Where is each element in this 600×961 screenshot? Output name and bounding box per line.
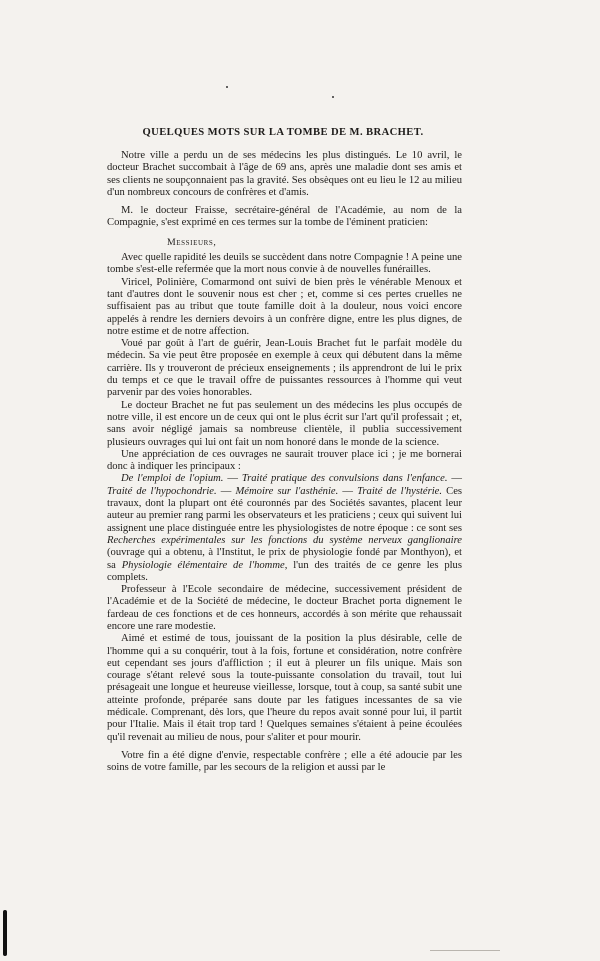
article-body bbox=[107, 150, 462, 775]
work-title-hypochondrie: Traité de l'hypochondrie. bbox=[107, 485, 217, 497]
works-paragraph bbox=[107, 473, 462, 584]
paragraph-3: Avec quelle rapidité les deuils se succèdent dans notre Compagnie ! A peine une tombe s'est-elle refermée que la mort nous convie à de nouvelles funérailles. bbox=[107, 252, 462, 276]
work-title-hysterie: Traité de l'hystérie. bbox=[357, 485, 443, 497]
work-title-opium: De l'emploi de l'opium. bbox=[121, 473, 224, 485]
paragraph-10: Votre fin a été digne d'envie, respectable confrère ; elle a été adoucie par les soins de votre famille, par les secours de la religion et aussi par le bbox=[107, 749, 462, 774]
ink-speck bbox=[332, 96, 334, 98]
paragraph-7: Une appréciation de ces ouvrages ne saurait trouver place ici ; je me bornerai donc à indiquer les principaux : bbox=[107, 448, 462, 473]
work-title-asthenie: Mémoire sur l'asthénie. bbox=[235, 485, 339, 497]
work-title-convulsions: Traité pratique des convulsions dans l'enfance. bbox=[241, 473, 448, 485]
paragraph-4: Viricel, Polinière, Comarmond ont suivi de bien près le vénérable Menoux et tant d'autres dont le souvenir nous est cher ; et, comme si ces pertes cruelles ne suffisaient pas au tribut que toute famille doit à la douleur, nous voici encore appelés à rendre les derniers devoirs à un confrère digne, entre les plus dignes, de notre estime et de notre affection. bbox=[107, 276, 462, 337]
salutation: Messieurs, bbox=[167, 236, 217, 248]
works-text: , l'un des traités de ce genre les plus complets. bbox=[107, 559, 462, 583]
separator: — bbox=[338, 485, 358, 497]
article-title: QUELQUES MOTS SUR LA TOMBE DE M. BRACHET. bbox=[142, 127, 424, 138]
separator: — bbox=[216, 485, 236, 497]
paragraph-1: Notre ville a perdu un de ses médecins les plus distingués. Le 10 avril, le docteur Brachet succombait à l'âge de 69 ans, après une maladie dont ses amis et ses clients ne soupçonnaient pas la gravité. Ses obsèques ont eu lieu le 12 au milieu d'un nombreux concours de confrères et d'amis. bbox=[107, 150, 462, 198]
paragraph-2: M. le docteur Fraisse, secrétaire-général de l'Académie, au nom de la Compagnie, s'est exprimé en ces termes sur la tombe de l'éminent praticien: bbox=[107, 205, 462, 229]
work-title-physiologie: Physiologie élémentaire de l'homme bbox=[121, 559, 285, 571]
scan-edge-mark bbox=[3, 910, 7, 956]
paragraph-9: Aimé et estimé de tous, jouissant de la position la plus désirable, celle de l'homme qui a su conquérir, tout à la fois, fortune et considération, notre confrère eut cependant ses jours d'affliction ; il eut à pleurer un fils unique. Mais son courage s'étant relevé sous la toute-puissante consolation du travail, tout lui présageait une longue et heureuse vieillesse, lorsque, tout à coup, sa santé subit une atteinte profonde, préparée sans doute par les fatigues incessantes de sa vie médicale. Comprenant, dès lors, que l'heure du repos avait sonné pour lui, il partit pour l'Italie. Mais il était trop tard ! Quelques semaines s'étaient à peine écoulées qu'il revenait au milieu de nous, pour s'aliter et pour mourir. bbox=[107, 633, 462, 743]
work-title-recherches: Recherches expérimentales sur les fonctions du système nerveux ganglionaire bbox=[107, 534, 462, 546]
scan-bottom-mark bbox=[430, 950, 500, 951]
separator: — bbox=[223, 473, 242, 485]
ink-speck bbox=[226, 86, 228, 88]
separator: — bbox=[447, 473, 462, 485]
works-text: Ces travaux, dont la plupart ont été couronnés par des Sociétés savantes, placent leur auteur au premier rang parmi les observateurs et les praticiens ; ceux qui suivent lui assignent une place distinguée entre les physiologistes de notre époque : ce sont ses bbox=[107, 485, 463, 534]
paragraph-6: Le docteur Brachet ne fut pas seulement un des médecins les plus occupés de notre ville, il est encore un de ceux qui ont le plus écrit sur l'art qu'il professait ; et, sans avoir négligé jamais sa nombreuse clientèle, il publia successivement plusieurs ouvrages qui lui ont fait un nom honoré dans le monde de la science. bbox=[107, 399, 462, 448]
works-text: (ouvrage qui a obtenu, à l'Institut, le prix de physiologie fondé par Monthyon), et sa bbox=[107, 547, 462, 571]
paragraph-8: Professeur à l'Ecole secondaire de médecine, successivement président de l'Académie et de la Société de médecine, le docteur Brachet porta dignement le fardeau de ces fonctions et de ces honneurs, accordés à son mérite que rehaussait encore une rare modestie. bbox=[107, 584, 462, 632]
paragraph-5: Voué par goût à l'art de guérir, Jean-Louis Brachet fut le parfait modèle du médecin. Sa vie peut être proposée en exemple à ceux qui débutent dans la même carrière. Ils y trouveront de précieux enseignements ; ils apprendront de lui le prix du temps et ce que le travail offre de puissantes ressources à l'homme qui veut parvenir par des voies honorables. bbox=[107, 338, 462, 399]
